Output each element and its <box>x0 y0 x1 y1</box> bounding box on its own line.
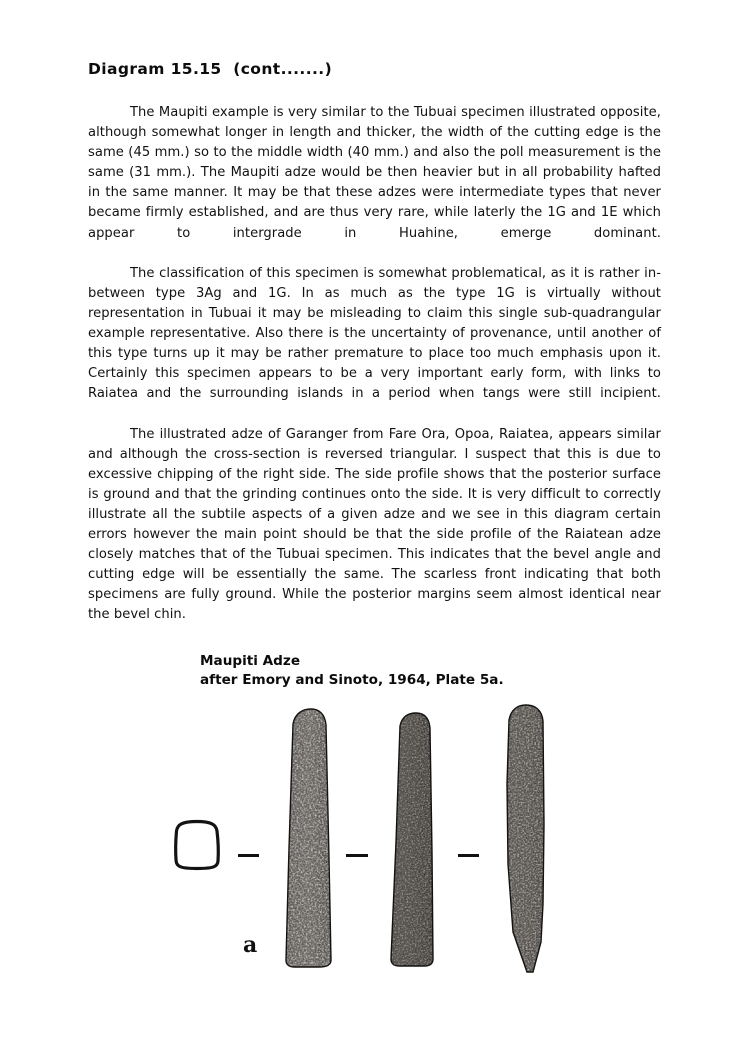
figure-caption <box>200 652 504 690</box>
separator-dash-1 <box>238 854 259 857</box>
cross-section-outline-icon <box>170 819 224 871</box>
separator-dash-2 <box>346 854 368 857</box>
adze-front-view <box>277 708 334 968</box>
figure-caption-line-1: Maupiti Adze <box>200 653 301 669</box>
figure-plate <box>150 694 610 994</box>
figure-caption-line-2: after Emory and Sinoto, 1964, Plate 5a. <box>200 672 504 688</box>
page-title: Diagram 15.15 (cont.......) <box>88 60 333 78</box>
adze-back-view <box>387 712 437 967</box>
specimen-label: a <box>243 932 258 958</box>
body-text-block <box>88 103 661 625</box>
paragraph-3: The illustrated adze of Garanger from Fare Ora, Opoa, Raiatea, appears similar and although the cross-section is reversed triangular. I suspect that this is due to excessive chipping of the right side. The side profile shows that the posterior surface is ground and that the grinding continues onto the side. It is very difficult to correctly illustrate all the subtile aspects of a given adze and we see in this diagram certain errors however the main point should be that the side profile of the Raiatean adze closely matches that of the Tubuai specimen. This indicates that the bevel angle and cutting edge will be essentially the same. The scarless front indicating that both specimens are fully ground. While the posterior margins seem almost identical near the bevel chin. <box>88 426 661 623</box>
paragraph-1: The Maupiti example is very similar to the Tubuai specimen illustrated opposite, although somewhat longer in length and thicker, the width of the cutting edge is the same (45 mm.) so to the middle width (40 mm.) and also the poll measurement is the same (31 mm.). The Maupiti adze would be then heavier but in all probability hafted in the same manner. It may be that these adzes were intermediate types that never became firmly established, and are thus very rare, while laterly the 1G and 1E which appear to intergrade in Huahine, emerge dominant. <box>88 105 661 241</box>
adze-side-profile-view <box>497 704 554 974</box>
separator-dash-3 <box>458 854 479 857</box>
paragraph-2: The classification of this specimen is somewhat problematical, as it is rather in-between type 3Ag and 1G. In as much as the type 1G is virtually without representation in Tubuai it may be misleading to claim this single sub-quadrangular example representative. Also there is the uncertainty of provenance, until another of this type turns up it may be rather premature to place too much emphasis upon it. Certainly this specimen appears to be a very important early form, with links to Raiatea and the surrounding islands in a period when tangs were still incipient. <box>88 265 661 402</box>
